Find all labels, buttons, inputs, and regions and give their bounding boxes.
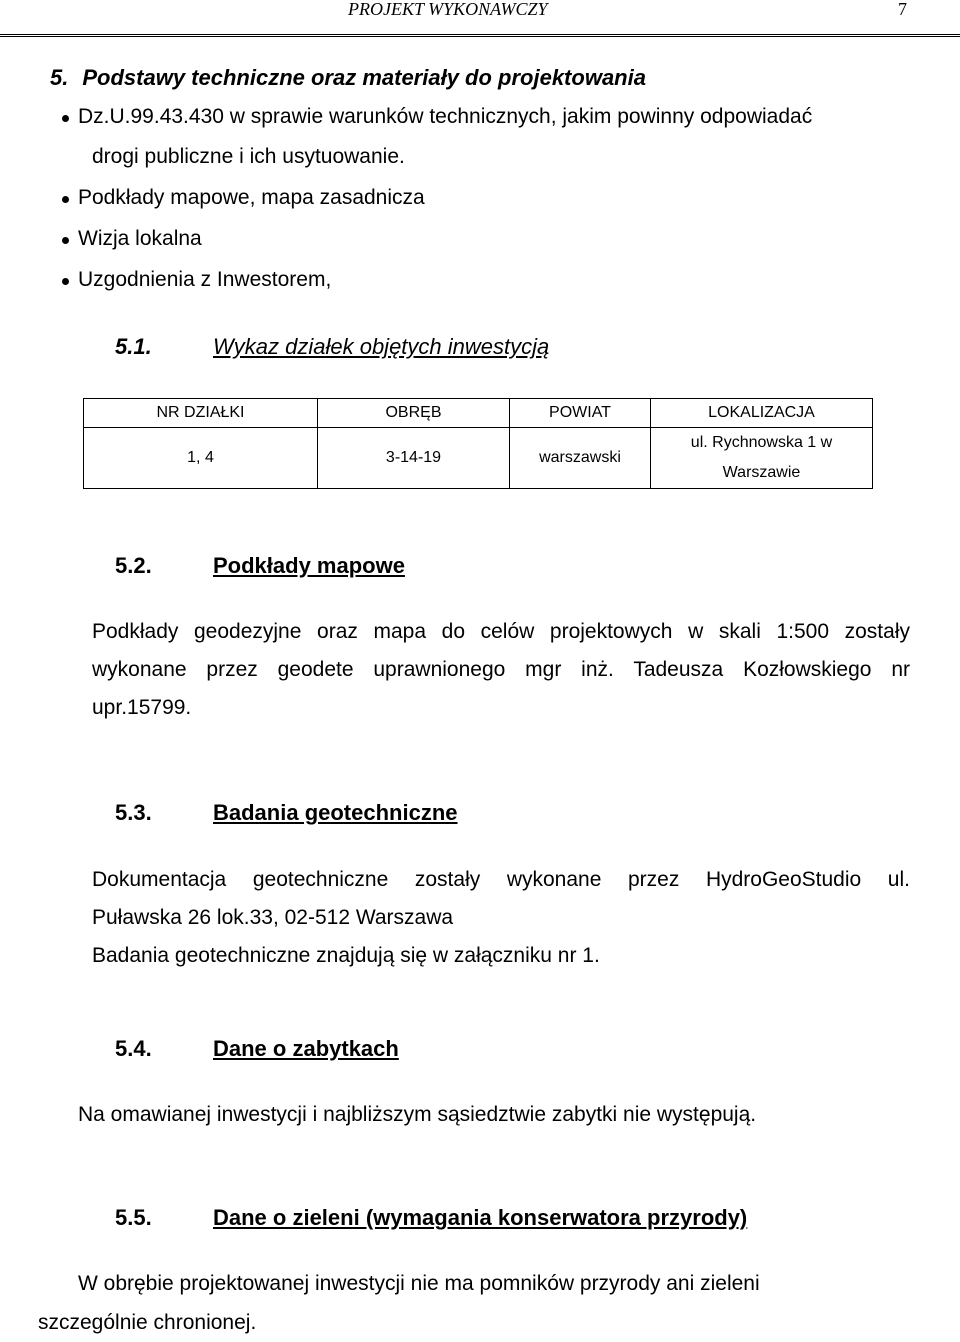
bullet-icon: [62, 237, 69, 244]
section-5-5-body: [78, 1265, 760, 1303]
section-5-5-body-cont: [38, 1304, 256, 1342]
table-header-cell: LOKALIZACJA: [651, 399, 873, 428]
table-cell-obreb: 3-14-19: [318, 428, 510, 489]
paragraph-line: W obrębie projektowanej inwestycji nie ma pomników przyrody ani zieleni: [78, 1272, 760, 1295]
lokalizacja-line: Warszawie: [722, 464, 801, 481]
paragraph-line: Dokumentacja geotechniczne zostały wykonane przez HydroGeoStudio ul.: [92, 868, 910, 891]
paragraph-line: szczególnie chronionej.: [38, 1311, 257, 1334]
section-title: Podkłady mapowe: [213, 553, 405, 578]
header-title: PROJEKT WYKONAWCZY: [348, 0, 548, 19]
section-number: 5.5.: [115, 1205, 152, 1230]
bullet-item: [78, 186, 425, 210]
bullet-item: [78, 268, 331, 292]
section-title: Dane o zieleni (wymagania konserwatora przyrody): [213, 1205, 748, 1230]
table-header-cell: POWIAT: [510, 399, 651, 428]
bullet-continuation: [92, 145, 405, 169]
section-number: 5.1.: [115, 334, 152, 359]
section-5-number: 5.: [50, 65, 69, 90]
section-5-heading: [50, 65, 646, 91]
bullet-icon: [62, 278, 69, 285]
bullet-text: Podkłady mapowe, mapa zasadnicza: [78, 186, 425, 209]
table-row: [84, 428, 873, 489]
table-cell-nr: 1, 4: [84, 428, 318, 489]
section-5-title: Podstawy techniczne oraz materiały do projektowania: [82, 65, 646, 90]
paragraph-line: Na omawianej inwestycji i najbliższym sąsiedztwie zabytki nie występują.: [78, 1103, 757, 1126]
section-5-3-heading: [115, 800, 458, 826]
table-header-row: [84, 399, 873, 428]
paragraph-line: wykonane przez geodete uprawnionego mgr inż. Tadeusza Kozłowskiego nr: [92, 658, 910, 681]
bullet-text: Dz.U.99.43.430 w sprawie warunków technicznych, jakim powinny odpowiadać: [78, 105, 813, 128]
section-title: Wykaz działek objętych inwestycją: [213, 334, 550, 359]
table-cell-lokalizacja: [651, 428, 873, 489]
section-5-3-body: [92, 861, 910, 975]
section-5-2-body: [92, 613, 910, 727]
section-number: 5.4.: [115, 1036, 152, 1061]
paragraph-line: Podkłady geodezyjne oraz mapa do celów projektowych w skali 1:500 zostały: [92, 620, 910, 643]
bullet-text: Wizja lokalna: [78, 227, 202, 250]
section-number: 5.2.: [115, 553, 152, 578]
plots-table: [83, 398, 873, 489]
section-5-4-heading: [115, 1036, 399, 1062]
section-5-1-heading: [115, 334, 550, 360]
table-header-cell: OBRĘB: [318, 399, 510, 428]
section-5-2-heading: [115, 553, 405, 579]
bullet-item: [78, 227, 202, 251]
lokalizacja-line: ul. Rychnowska 1 w: [690, 434, 833, 451]
bullet-text: drogi publiczne i ich usytuowanie.: [92, 145, 405, 168]
paragraph-line: Puławska 26 lok.33, 02-512 Warszawa: [92, 906, 454, 929]
bullet-item: [78, 105, 812, 129]
header-rule: [0, 34, 960, 37]
page-header: [0, 0, 960, 40]
section-number: 5.3.: [115, 800, 152, 825]
bullet-icon: [62, 196, 69, 203]
bullet-icon: [62, 115, 69, 122]
section-5-4-body: [78, 1096, 756, 1134]
paragraph-line: upr.15799.: [92, 696, 192, 719]
section-title: Badania geotechniczne: [213, 800, 458, 825]
bullet-text: Uzgodnienia z Inwestorem,: [78, 268, 332, 291]
paragraph-line: Badania geotechniczne znajdują się w załączniku nr 1.: [92, 944, 600, 967]
section-5-5-heading: [115, 1205, 748, 1231]
page-number: 7: [898, 0, 907, 19]
table-cell-powiat: warszawski: [510, 428, 651, 489]
table-header-cell: NR DZIAŁKI: [84, 399, 318, 428]
section-title: Dane o zabytkach: [213, 1036, 399, 1061]
